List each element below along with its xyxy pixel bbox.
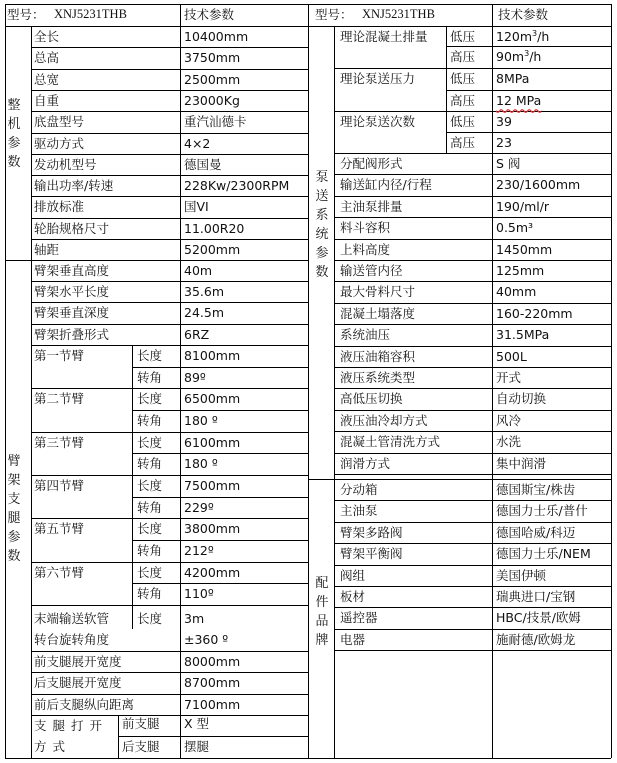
theory-output-high-value: $90m^3/h$ [496, 48, 542, 64]
parts-row-label: 主油泵 [340, 503, 378, 519]
pump-row-label: 高低压切换 [340, 391, 403, 407]
boom-section-length-label: 长度 [137, 391, 163, 407]
boom-row-value: 35.6m [184, 284, 225, 300]
boom-section-label: 第六节臂 [34, 564, 85, 580]
boom-tail-value: ±360 º [184, 632, 229, 647]
pump-row-value: 开式 [496, 370, 522, 385]
vehicle-row-label: 总高 [34, 50, 60, 66]
boom-section-angle-label: 转角 [137, 412, 163, 428]
vehicle-row-label: 驱动方式 [34, 135, 85, 151]
left-param-header: 技术参数 [184, 7, 235, 22]
boom-section-angle-label: 转角 [137, 542, 163, 558]
pump-row-value: 1450mm [496, 241, 553, 257]
pump-row-label: 液压油冷却方式 [340, 412, 428, 428]
boom-row-label: 臂架垂直高度 [34, 263, 110, 278]
vehicle-row-label: 发动机型号 [34, 156, 97, 172]
boom-section-length-value: 7500mm [184, 477, 241, 493]
vehicle-row-value: 10400mm [184, 29, 249, 44]
vehicle-row-label: 轮胎规格尺寸 [34, 220, 110, 236]
vehicle-row-label: 自重 [34, 92, 60, 108]
outrigger-front-label: 前支腿 [122, 716, 160, 731]
boom-section-angle-value: 89º [184, 369, 206, 385]
boom-section-label: 第四节臂 [34, 477, 85, 493]
boom-section-angle-value: 212º [184, 542, 214, 558]
pump-group-label: 泵送系统参数 [315, 170, 329, 280]
vehicle-row-label: 排放标准 [34, 199, 85, 215]
pump-row-label: 系统油压 [340, 327, 391, 343]
boom-section-angle-label: 转角 [137, 586, 163, 602]
pump-row-value: 自动切换 [496, 391, 547, 407]
parts-row-value: 德国力士乐/NEM [496, 546, 591, 562]
pump-row-label: 输送缸内径/行程 [340, 177, 432, 193]
boom-tail-value: 7100mm [184, 696, 241, 712]
hose-length-label: 长度 [137, 611, 163, 626]
pump-row-value: 40mm [496, 284, 537, 300]
pump-row-label: 混凝土管清洗方式 [340, 434, 441, 450]
right-model-label: 型号： [315, 7, 353, 22]
vehicle-row-value: 4×2 [184, 135, 211, 151]
boom-section-length-label: 长度 [137, 564, 163, 580]
theory-times-low-value: 39 [496, 114, 512, 129]
vehicle-row-value: 德国曼 [184, 156, 222, 172]
boom-section-length-value: 6500mm [184, 391, 241, 407]
boom-section-angle-value: 229º [184, 499, 214, 515]
vehicle-row-label: 轴距 [34, 242, 60, 257]
pump-row-value: S 阀 [496, 156, 521, 171]
boom-section-length-label: 长度 [137, 348, 163, 363]
vehicle-row-value: 5200mm [184, 242, 241, 257]
vehicle-row-value: 3750mm [184, 50, 241, 66]
pump-row-value: 500L [496, 348, 527, 364]
parts-row-label: 阀组 [340, 567, 366, 583]
theory-pressure-low-value: 8MPa [496, 71, 530, 86]
right-param-header: 技术参数 [498, 7, 549, 22]
parts-row-label: 板材 [340, 589, 366, 604]
theory-times-high-value: 23 [496, 135, 512, 150]
theory-times-label: 理论泵送次数 [340, 114, 416, 129]
boom-tail-label: 后支腿展开宽度 [34, 675, 122, 691]
outrigger-rear-label: 后支腿 [122, 739, 160, 754]
pump-row-label: 分配阀形式 [340, 156, 403, 171]
boom-section-angle-label: 转角 [137, 499, 163, 515]
parts-row-value: HBC/技景/欧姆 [496, 610, 581, 626]
vehicle-row-label: 底盘型号 [34, 114, 85, 130]
boom-section-label: 第二节臂 [34, 391, 85, 407]
vehicle-row-value: 23000Kg [184, 92, 240, 108]
pump-row-label: 液压油箱容积 [340, 348, 416, 364]
boom-row-label: 臂架垂直深度 [34, 305, 110, 321]
pump-row-label: 主油泵排量 [340, 198, 403, 214]
outrigger-label: 支腿打开方式 [34, 718, 109, 754]
boom-section-length-label: 长度 [137, 477, 163, 493]
pump-row-value: 水洗 [496, 434, 522, 450]
parts-row-label: 遥控器 [340, 610, 378, 626]
boom-group-label: 臂架支腿参数 [7, 454, 21, 564]
boom-section-angle-label: 转角 [137, 369, 163, 385]
pump-row-label: 上料高度 [340, 241, 391, 257]
pump-row-label: 液压系统类型 [340, 370, 416, 385]
pump-row-value: 风冷 [496, 412, 522, 428]
pump-row-label: 输送管内径 [340, 263, 403, 278]
boom-tail-label: 前后支腿纵向距离 [34, 696, 135, 712]
boom-section-length-value: 3800mm [184, 521, 241, 537]
parts-row-value: 美国伊顿 [496, 567, 547, 583]
pump-row-value: 230/1600mm [496, 177, 581, 193]
pump-row-value: 160-220mm [496, 305, 573, 321]
boom-section-label: 第一节臂 [34, 348, 85, 363]
theory-output-low-value: $120m^3/h$ [496, 28, 550, 44]
vehicle-row-value: 国VI [184, 199, 209, 215]
vehicle-row-value: 11.00R20 [184, 220, 245, 236]
pump-row-label: 混凝土塌落度 [340, 305, 416, 321]
boom-section-length-value: 4200mm [184, 564, 241, 580]
pump-row-value: 集中润滑 [496, 455, 547, 471]
vehicle-row-value: 重汽汕德卡 [184, 114, 247, 130]
parts-row-value: 瑞典进口/宝钢 [496, 589, 576, 604]
boom-section-length-value: 6100mm [184, 434, 241, 450]
parts-row-label: 电器 [340, 631, 366, 647]
theory-pressure-low-label: 低压 [450, 71, 476, 86]
boom-tail-label: 转台旋转角度 [34, 632, 110, 647]
theory-times-low-label: 低压 [450, 114, 476, 129]
boom-tail-label: 前支腿展开宽度 [34, 653, 122, 669]
boom-section-length-value: 8100mm [184, 348, 241, 363]
theory-pressure-high-value: 12 MPa [496, 93, 542, 108]
vehicle-group-label: 整机参数 [7, 98, 21, 170]
boom-row-label: 臂架折叠形式 [34, 326, 110, 342]
boom-row-value: 24.5m [184, 305, 225, 321]
right-model-value: XNJ5231THB [362, 7, 435, 21]
boom-tail-value: 8000mm [184, 653, 241, 669]
parts-group-label: 配件品牌 [315, 576, 329, 648]
parts-row-label: 臂架平衡阀 [340, 546, 403, 562]
pump-row-value: 125mm [496, 263, 545, 278]
boom-row-label: 臂架水平长度 [34, 284, 110, 300]
boom-section-label: 第五节臂 [34, 521, 85, 537]
pump-row-value: 31.5MPa [496, 327, 550, 343]
pump-row-label: 料斗容积 [340, 220, 391, 236]
vehicle-row-value: 2500mm [184, 71, 241, 87]
vehicle-row-label: 总宽 [34, 71, 60, 87]
boom-section-angle-value: 110º [184, 586, 214, 602]
parts-row-value: 施耐德/欧姆龙 [496, 631, 576, 647]
boom-section-length-label: 长度 [137, 521, 163, 537]
pump-row-label: 润滑方式 [340, 455, 391, 471]
theory-output-label: 理论混凝土排量 [340, 29, 428, 44]
vehicle-row-value: 228Kw/2300RPM [184, 178, 290, 194]
parts-row-value: 德国哈威/科迈 [496, 524, 576, 540]
pump-row-value: 190/ml/r [496, 198, 550, 214]
boom-row-value: 6RZ [184, 326, 210, 342]
outrigger-rear-value: 摆腿 [184, 739, 210, 754]
parts-row-value: 德国斯宝/株齿 [496, 482, 576, 497]
hose-length-value: 3m [184, 611, 205, 626]
hose-label: 末端输送软管 [34, 611, 110, 626]
theory-pressure-high-label: 高压 [450, 93, 476, 108]
boom-section-label: 第三节臂 [34, 434, 85, 450]
boom-section-angle-value: 180 º [184, 456, 218, 472]
pump-row-label: 最大骨料尺寸 [340, 284, 416, 300]
parts-row-label: 分动箱 [340, 482, 378, 497]
vehicle-row-label: 输出功率/转速 [34, 178, 114, 194]
theory-output-low-label: 低压 [450, 29, 476, 44]
parts-row-value: 德国力士乐/普什 [496, 503, 588, 519]
left-model-value: XNJ5231THB [54, 7, 127, 21]
boom-section-length-label: 长度 [137, 434, 163, 450]
left-model-label: 型号： [7, 7, 45, 22]
theory-output-high-label: 高压 [450, 49, 476, 64]
boom-row-value: 40m [184, 263, 213, 278]
boom-section-angle-value: 180 º [184, 412, 218, 428]
outrigger-front-value: X 型 [184, 716, 210, 731]
boom-tail-value: 8700mm [184, 675, 241, 691]
parts-row-label: 臂架多路阀 [340, 524, 403, 540]
boom-section-angle-label: 转角 [137, 456, 163, 472]
vehicle-row-label: 全长 [34, 29, 60, 44]
theory-pressure-label: 理论泵送压力 [340, 71, 416, 86]
theory-times-high-label: 高压 [450, 135, 476, 150]
pump-row-value: 0.5m³ [496, 220, 534, 236]
